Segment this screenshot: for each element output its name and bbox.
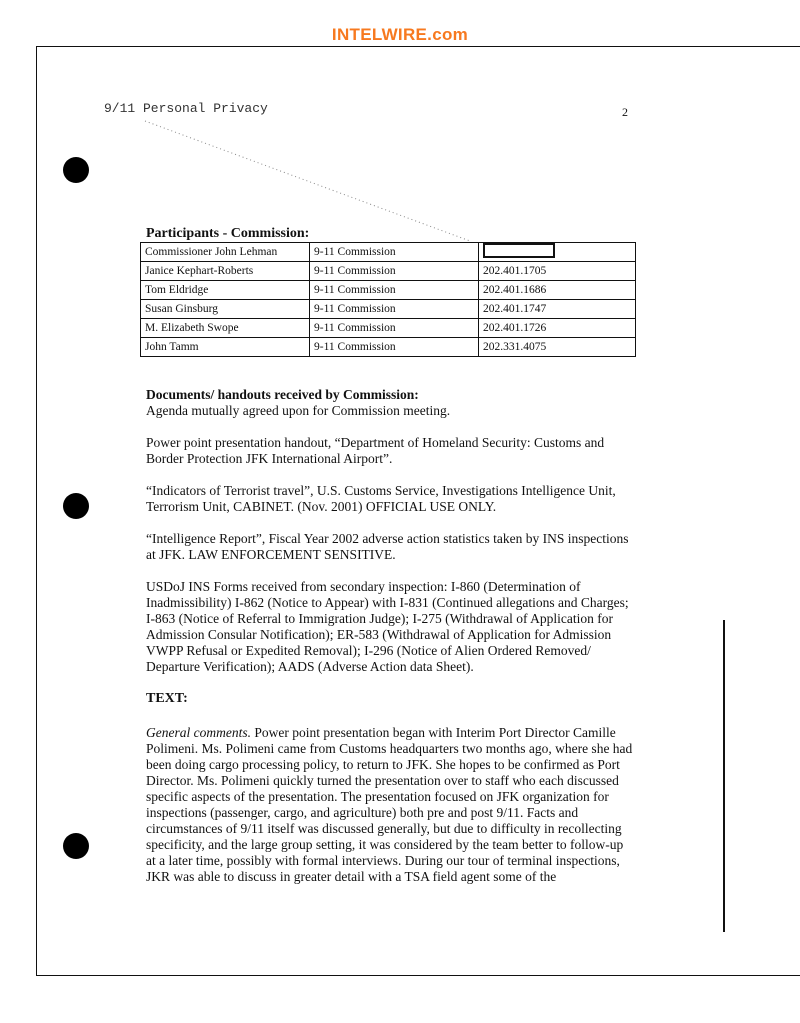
table-row — [141, 338, 636, 357]
bottom-border — [36, 975, 800, 976]
participant-phone-redacted — [479, 243, 636, 262]
punch-hole-middle — [63, 493, 89, 519]
left-border — [36, 46, 37, 976]
table-row — [141, 319, 636, 338]
participant-phone: 202.401.1686 — [479, 281, 636, 300]
table-row — [141, 243, 636, 262]
table-row — [141, 262, 636, 281]
participant-phone: 202.401.1705 — [479, 262, 636, 281]
document-item: “Indicators of Terrorist travel”, U.S. Customs Service, Investigations Intelligence Unit, Terrorism Unit, CABINET. (Nov. 2001) OFFICIAL USE ONLY. — [146, 483, 616, 514]
site-banner: INTELWIRE.com — [331, 25, 469, 44]
privacy-header: 9/11 Personal Privacy — [104, 101, 268, 116]
participant-phone: 202.401.1726 — [479, 319, 636, 338]
participant-org: 9-11 Commission — [310, 319, 479, 338]
document-item: Power point presentation handout, “Department of Homeland Security: Customs and Border Protection JFK International Airport”. — [146, 435, 605, 466]
redaction-box — [483, 243, 555, 258]
documents-heading: Documents/ handouts received by Commission: — [146, 387, 419, 402]
participant-name: John Tamm — [141, 338, 310, 357]
text-heading: TEXT: — [146, 691, 188, 706]
participant-phone: 202.331.4075 — [479, 338, 636, 357]
document-body — [146, 387, 636, 901]
page-number: 2 — [622, 105, 628, 119]
participant-name: M. Elizabeth Swope — [141, 319, 310, 338]
participant-org: 9-11 Commission — [310, 262, 479, 281]
document-item: “Intelligence Report”, Fiscal Year 2002 adverse action statistics taken by INS inspections at JFK. LAW ENFORCEMENT SENSITIVE. — [146, 531, 629, 562]
participants-title: Participants - Commission: — [146, 226, 310, 241]
top-border — [36, 46, 800, 47]
punch-hole-bottom — [63, 833, 89, 859]
participant-phone: 202.401.1747 — [479, 300, 636, 319]
table-row — [141, 281, 636, 300]
participant-name: Tom Eldridge — [141, 281, 310, 300]
general-comments-lead: General comments. — [146, 725, 251, 740]
margin-mark — [723, 620, 725, 932]
participant-org: 9-11 Commission — [310, 281, 479, 300]
participants-table — [140, 242, 636, 357]
general-comments-body: Power point presentation began with Interim Port Director Camille Polimeni. Ms. Polimeni came from Customs headquarters two months ago, where she had been doing cargo processing policy, to return to JFK. She hopes to be confirmed as Port Director. Ms. Polimeni quickly turned the presentation over to staff who each discussed specific aspects of the presentation. The presentation focused on JFK organization for inspections (passenger, cargo, and agriculture) both pre and post 9/11. Facts and circumstances of 9/11 itself was discussed generally, but due to difficulty in recollecting specificity, and the large group setting, it was considered by the team better to follow-up at a later time, possibly with formal interviews. During our tour of terminal inspections, JKR was able to discuss in greater detail with a TSA field agent some of the — [146, 725, 633, 884]
participant-name: Commissioner John Lehman — [141, 243, 310, 262]
participant-org: 9-11 Commission — [310, 338, 479, 357]
participant-org: 9-11 Commission — [310, 243, 479, 262]
general-comments-paragraph — [146, 725, 636, 885]
participant-name: Susan Ginsburg — [141, 300, 310, 319]
participant-org: 9-11 Commission — [310, 300, 479, 319]
document-item: USDoJ INS Forms received from secondary inspection: I-860 (Determination of Inadmissibility) I-862 (Notice to Appear) with I-831 (Continued allegations and Charges; I-863 (Notice of Referral to Immigration Judge); I-275 (Withdrawal of Application for Admission Consular Notification); ER-583 (Withdrawal of Application for Admission VWPP Refusal or Expedited Removal); I-296 (Notice of Alien Ordered Removed/ Departure Verification); AADS (Adverse Action data Sheet). — [146, 579, 629, 674]
agenda-line: Agenda mutually agreed upon for Commission meeting. — [146, 403, 451, 418]
punch-hole-top — [63, 157, 89, 183]
table-row — [141, 300, 636, 319]
participant-name: Janice Kephart-Roberts — [141, 262, 310, 281]
